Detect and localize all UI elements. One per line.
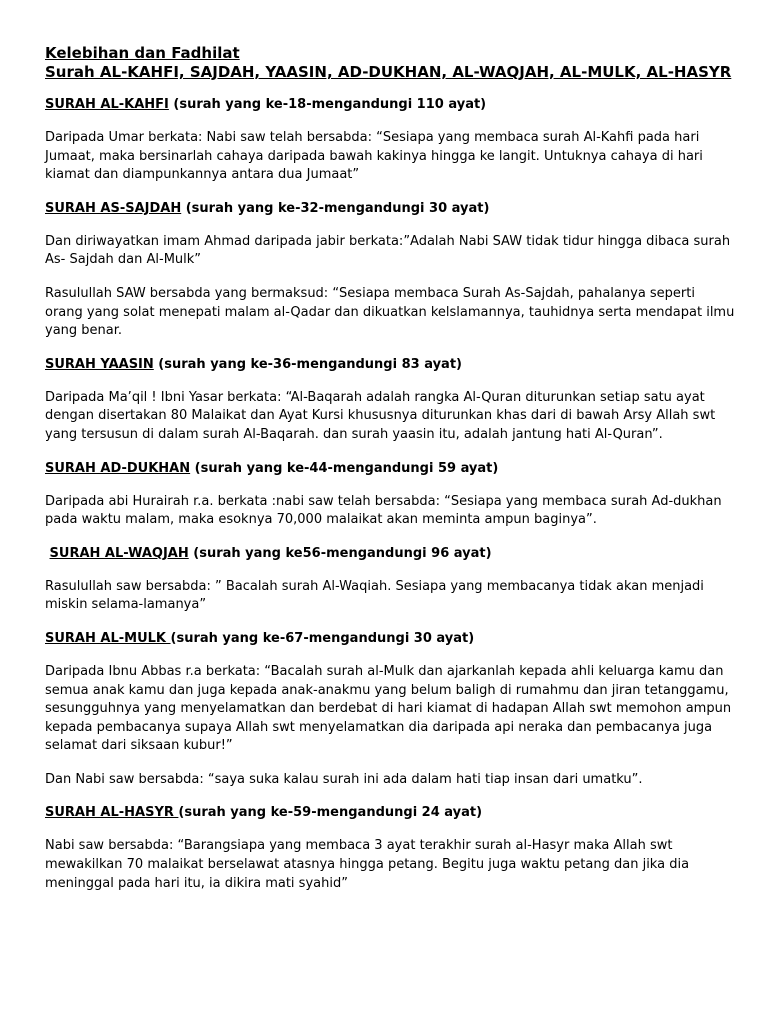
- section-heading: [45, 460, 735, 477]
- section-yaasin: [45, 356, 735, 445]
- section-paragraph: Daripada abi Hurairah r.a. berkata :nabi saw telah bersabda: “Sesiapa yang membaca surah Ad-dukhan pada waktu malam, maka esoknya 70,000 malaikat akan meminta ampun baginya”.: [45, 493, 722, 528]
- section-heading: [45, 200, 735, 217]
- surah-info: (surah yang ke56-mengandungi 96 ayat): [188, 545, 492, 561]
- section-as-sajdah: [45, 200, 735, 341]
- title-line-1: Kelebihan dan Fadhilat: [45, 44, 240, 62]
- section-paragraph: Daripada Ma’qil ! Ibni Yasar berkata: “Al-Baqarah adalah rangka Al-Quran diturunkan setiap satu ayat dengan disertakan 80 Malaikat dan Ayat Kursi khususnya diturunkan khas dari di bawah Arsy Allah swt yang tersusun di dalam surah Al-Baqarah. dan surah yaasin itu, adalah jantung hati Al-Quran”.: [45, 389, 716, 442]
- section-paragraph: Dan diriwayatkan imam Ahmad daripada jabir berkata:”Adalah Nabi SAW tidak tidur hingga dibaca surah As- Sajdah dan Al-Mulk”: [45, 233, 731, 268]
- section-paragraph: Daripada Ibnu Abbas r.a berkata: “Bacalah surah al-Mulk dan ajarkanlah kepada ahli keluarga kamu dan semua anak kamu dan juga kepada anak-anakmu yang belum baligh di rumahmu dan jiran tetanggamu, sesungguhnya yang menyelamatkan dan berdebat di hari kiamat di hadapan Allah swt memohon ampun kepada pembacanya supaya Allah swt menyelamatkan dia daripada api neraka dan pembacanya juga selamat dari siksaan kubur!”: [45, 663, 732, 754]
- section-paragraph: Nabi saw bersabda: “Barangsiapa yang membaca 3 ayat terakhir surah al-Hasyr maka Allah swt mewakilkan 70 malaikat berselawat atasnya hingga petang. Begitu juga waktu petang dan jika dia meninggal pada hari itu, ia dikira mati syahid”: [45, 838, 690, 891]
- surah-info: (surah yang ke-59-mengandungi 24 ayat): [178, 805, 483, 821]
- section-paragraph: Rasulullah saw bersabda: ” Bacalah surah Al-Waqiah. Sesiapa yang membacanya tidak akan menjadi miskin selama-lamanya”: [45, 578, 704, 613]
- section-al-mulk: [45, 630, 735, 790]
- section-heading: [45, 804, 735, 821]
- surah-info: (surah yang ke-67-mengandungi 30 ayat): [170, 630, 475, 646]
- section-paragraph: Rasulullah SAW bersabda yang bermaksud: “Sesiapa membaca Surah As-Sajdah, pahalanya seperti orang yang solat menepati malam al-Qadar dan dikuatkan kelslamannya, tauhidnya serta mendapat ilmu yang benar.: [45, 285, 735, 339]
- section-al-kahfi: [45, 96, 735, 185]
- surah-name: SURAH AS-SAJDAH: [45, 200, 182, 216]
- surah-name: SURAH YAASIN: [45, 356, 154, 372]
- section-heading: [45, 96, 735, 113]
- surah-name: SURAH AL-MULK: [45, 630, 171, 646]
- title-line-2: Surah AL-KAHFI, SAJDAH, YAASIN, AD-DUKHAN, AL-WAQJAH, AL-MULK, AL-HASYR: [45, 63, 732, 81]
- surah-name: SURAH AL-KAHFI: [45, 97, 169, 112]
- surah-info: (surah yang ke-32-mengandungi 30 ayat): [181, 200, 490, 216]
- section-al-waqjah: [45, 545, 735, 615]
- section-paragraph: Dan Nabi saw bersabda: “saya suka kalau surah ini ada dalam hati tiap insan dari umatku”.: [45, 771, 643, 787]
- surah-info: (surah yang ke-44-mengandungi 59 ayat): [190, 460, 499, 476]
- section-ad-dukhan: [45, 460, 735, 530]
- section-heading: [45, 356, 735, 373]
- surah-info: (surah yang ke-18-mengandungi 110 ayat): [168, 97, 487, 112]
- surah-name: SURAH AL-WAQJAH: [49, 545, 189, 561]
- surah-name: SURAH AL-HASYR: [45, 805, 179, 821]
- surah-name: SURAH AD-DUKHAN: [45, 460, 191, 476]
- surah-info: (surah yang ke-36-mengandungi 83 ayat): [153, 356, 462, 372]
- section-heading: [45, 545, 735, 562]
- section-paragraph: Daripada Umar berkata: Nabi saw telah bersabda: “Sesiapa yang membaca surah Al-Kahfi pada hari Jumaat, maka bersinarlah cahaya daripada bawah kakinya hingga ke langit. Untuknya cahaya di hari kiamat dan diampunkannya antara dua Jumaat”: [45, 130, 703, 183]
- section-heading: [45, 630, 735, 647]
- document-title: [45, 44, 735, 82]
- document-page: [45, 44, 735, 908]
- section-al-hasyr: [45, 804, 735, 893]
